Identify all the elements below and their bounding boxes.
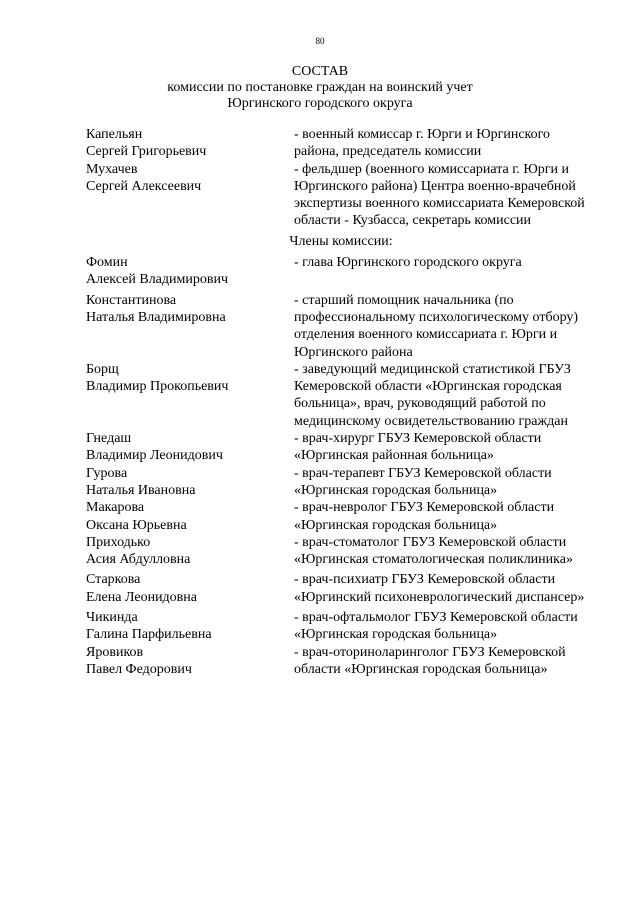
person-role: - врач-оториноларинголог ГБУЗ Кемеровской области «Юргинская городская больница» [294, 644, 566, 677]
leadership-row [86, 126, 596, 161]
given-names: Наталья Ивановна [86, 482, 196, 498]
member-row [86, 292, 596, 361]
surname: Капельян [86, 127, 143, 142]
member-row [86, 644, 596, 679]
surname: Макарова [86, 500, 145, 516]
title-line-1: СОСТАВ [291, 64, 349, 79]
page-number: 80 [315, 36, 325, 46]
person-role: - врач-невролог ГБУЗ Кемеровской области «Юргинская городская больница» [294, 500, 555, 533]
person-role: - старший помощник начальника (по профессиональному психологическому отбору) отделения военного комиссариата г. Юрги и Юргинского района [294, 292, 579, 360]
person-role: - фельдшер (военного комиссариата г. Юрги и Юргинского района) Центра военно-врачебной экспертизы военного комиссариата Кемеровской области - Кузбасса, секретарь комиссии [294, 161, 585, 229]
person-name [86, 430, 294, 465]
members-header: Члены комиссии: [289, 233, 393, 249]
member-row [86, 361, 596, 430]
person-role: - заведующий медицинской статистикой ГБУЗ Кемеровской области «Юргинская городская больница», врач, руководящий работой по медицинскому освидетельствованию граждан [294, 361, 571, 429]
person-name [86, 644, 294, 679]
title-line-2: комиссии по постановке граждан на воинский учет [167, 80, 473, 95]
person-role: - врач-офтальмолог ГБУЗ Кемеровской области «Юргинская городская больница» [294, 610, 578, 643]
given-names: Асия Абдулловна [86, 552, 191, 568]
surname: Гнедаш [86, 431, 132, 447]
surname: Старкова [86, 572, 141, 588]
person-name [86, 126, 294, 161]
leadership-row [86, 161, 596, 230]
given-names: Алексей Владимирович [86, 272, 229, 288]
surname: Борщ [86, 361, 119, 377]
surname: Мухачев [86, 161, 138, 177]
given-names: Галина Парфильевна [86, 627, 212, 643]
person-name [86, 161, 294, 230]
surname: Приходько [86, 534, 151, 550]
given-names: Владимир Леонидович [86, 448, 223, 464]
given-names: Владимир Прокопьевич [86, 379, 229, 395]
person-name [86, 361, 294, 430]
surname: Чикинда [86, 610, 138, 626]
person-name [86, 254, 294, 289]
member-row [86, 534, 596, 569]
person-role: - военный комиссар г. Юрги и Юргинского района, председатель комиссии [294, 127, 551, 160]
member-row [86, 571, 596, 606]
surname: Константинова [86, 292, 177, 308]
person-name [86, 534, 294, 569]
commission-list [86, 126, 596, 678]
member-row [86, 254, 596, 289]
person-role: - врач-психиатр ГБУЗ Кемеровской области «Юргинский психоневрологический диспансер» [294, 572, 585, 605]
person-name [86, 292, 294, 361]
document-title [0, 64, 640, 112]
person-name [86, 609, 294, 644]
person-role: - врач-терапевт ГБУЗ Кемеровской области «Юргинская городская больница» [294, 465, 552, 498]
given-names: Сергей Алексеевич [86, 178, 202, 194]
member-row [86, 430, 596, 465]
surname: Гурова [86, 465, 128, 481]
member-row [86, 499, 596, 534]
person-role: - глава Юргинского городского округа [294, 255, 522, 271]
member-row [86, 609, 596, 644]
person-role: - врач-стоматолог ГБУЗ Кемеровской области «Юргинская стоматологическая поликлиника» [294, 534, 573, 568]
given-names: Павел Федорович [86, 661, 192, 677]
given-names: Сергей Григорьевич [86, 144, 207, 160]
person-role: - врач-хирург ГБУЗ Кемеровской области «Юргинская районная больница» [294, 431, 542, 464]
person-name [86, 499, 294, 534]
person-name [86, 571, 294, 606]
surname: Яровиков [86, 644, 144, 660]
person-name [86, 465, 294, 500]
given-names: Оксана Юрьевна [86, 517, 187, 533]
given-names: Елена Леонидовна [86, 589, 197, 605]
given-names: Наталья Владимировна [86, 309, 226, 325]
member-row [86, 465, 596, 500]
surname: Фомин [86, 255, 128, 271]
title-line-3: Юргинского городского округа [227, 96, 413, 111]
